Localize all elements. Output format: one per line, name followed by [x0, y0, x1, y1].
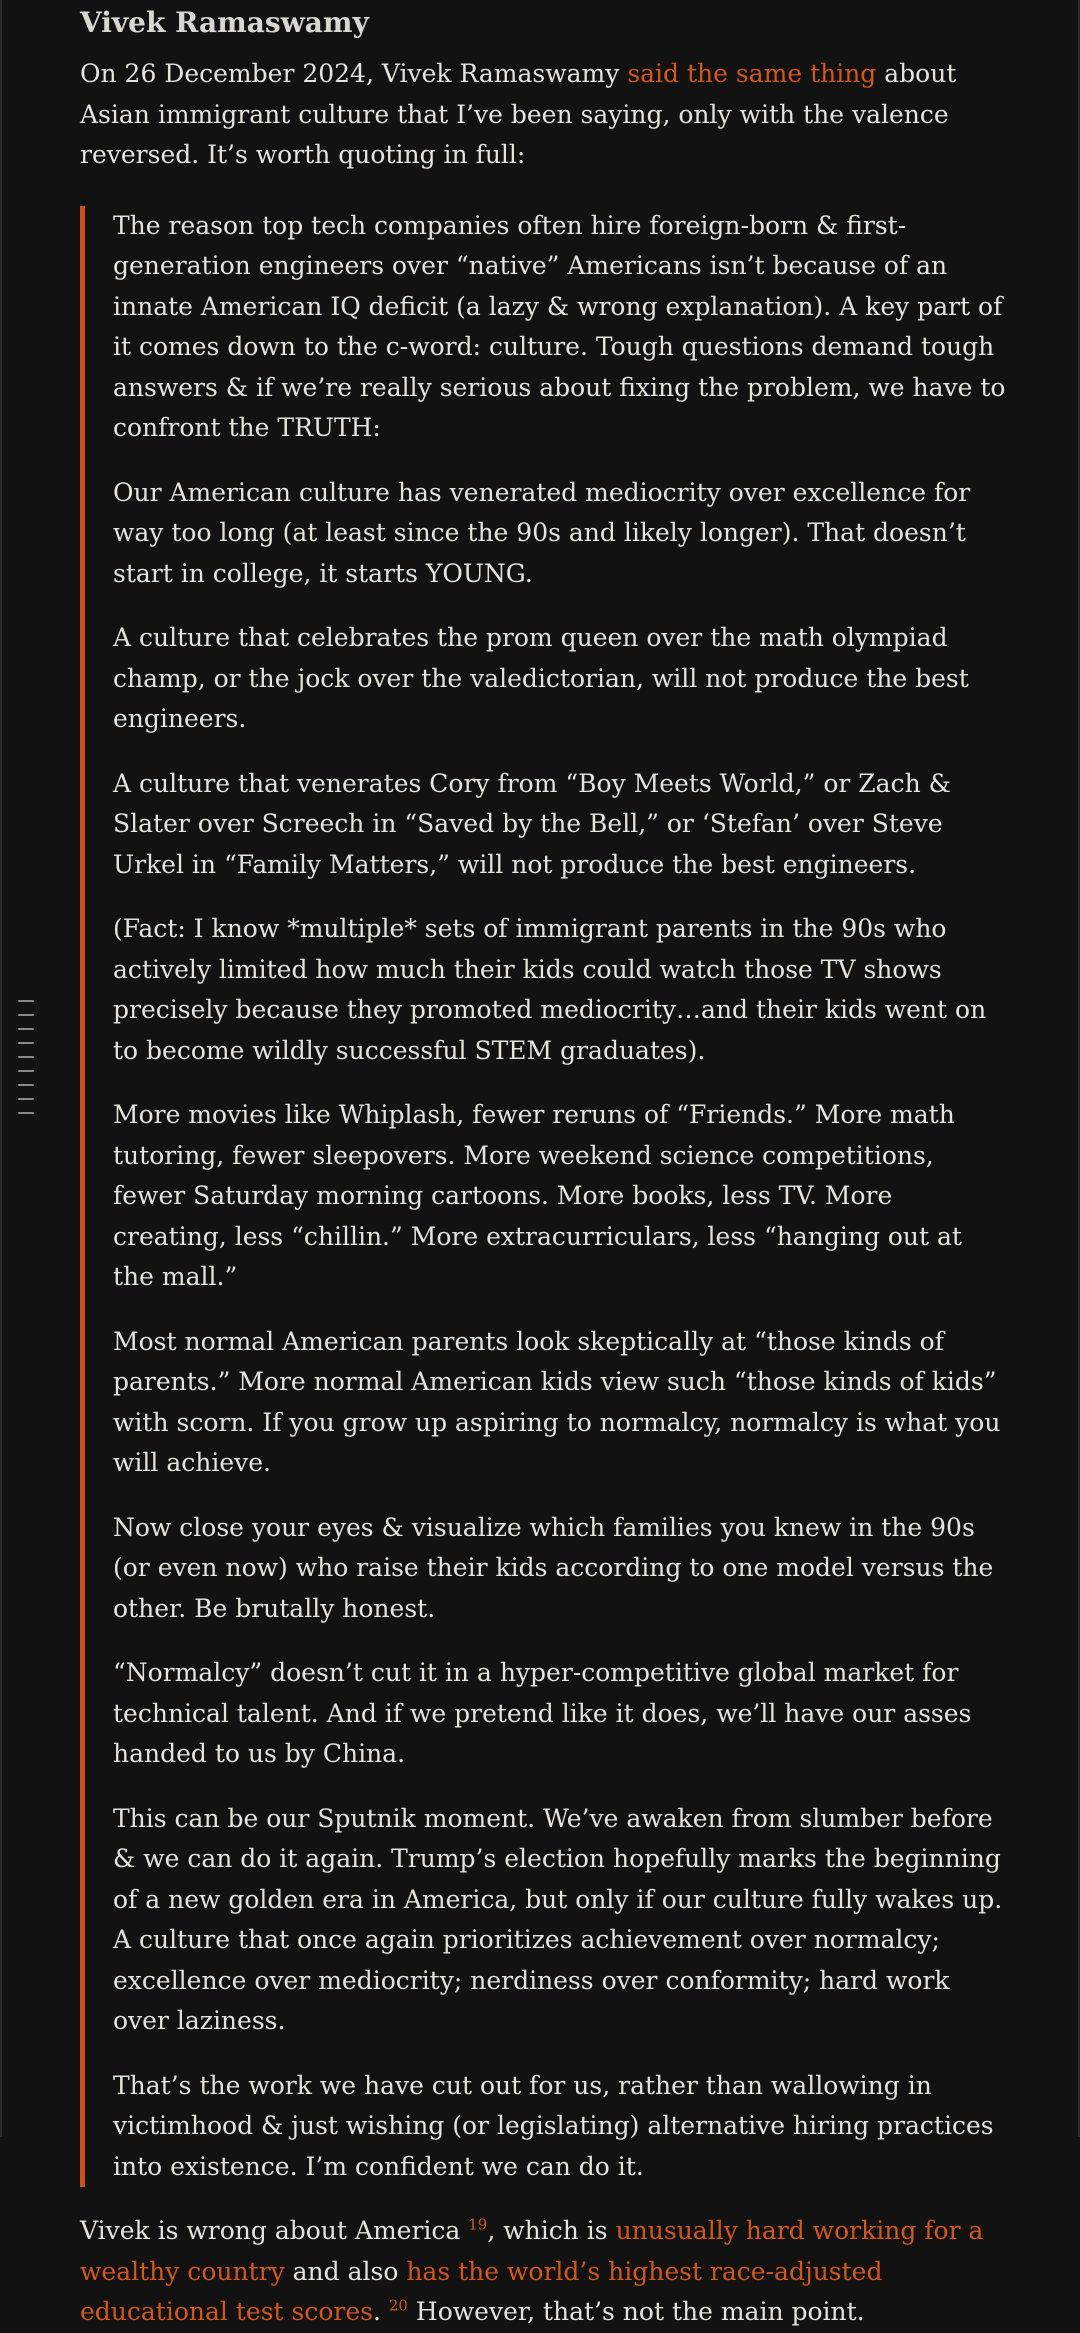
toc-tick[interactable] — [18, 1112, 34, 1114]
toc-tick[interactable] — [18, 1028, 34, 1030]
said-the-same-thing-link[interactable]: said the same thing — [627, 59, 877, 88]
outro-paragraph — [80, 2211, 1010, 2333]
table-of-contents-indicator[interactable] — [18, 1000, 36, 1126]
section-heading: Vivek Ramaswamy — [80, 6, 369, 39]
quote-paragraph: That’s the work we have cut out for us, rather than wallowing in victimhood & just wishing (or legislating) alternative hiring practices into existence. I’m confident we can do it. — [113, 2070, 994, 2181]
footnote-ref-20[interactable]: 20 — [388, 2296, 408, 2315]
quote-paragraph: “Normalcy” doesn’t cut it in a hyper-competitive global market for technical talent. And if we pretend like it does, we’ll have our asses handed to us by China. — [113, 1658, 972, 1768]
hard-working-link[interactable]: unusually hard working for a wealthy country — [80, 2216, 984, 2286]
intro-text-before: On 26 December 2024, Vivek Ramaswamy — [80, 59, 628, 88]
page-left-border — [0, 0, 2, 2137]
quote-paragraph: A culture that celebrates the prom queen over the math olympiad champ, or the jock over the valedictorian, will not produce the best engineers. — [113, 623, 969, 733]
toc-tick[interactable] — [18, 1084, 34, 1086]
quote-paragraph: Most normal American parents look skeptically at “those kinds of parents.” More normal American kids view such “those kinds of kids” with scorn. If you grow up aspiring to normalcy, normalcy is what you will achieve. — [113, 1326, 1001, 1477]
blockquote — [80, 206, 1010, 2188]
test-scores-link[interactable]: has the world’s highest race-adjusted educational test scores — [80, 2256, 883, 2326]
quote-paragraph: (Fact: I know *multiple* sets of immigrant parents in the 90s who actively limited how much their kids could watch those TV shows precisely because they promoted mediocrity…and their kids went on to become wildly successful STEM graduates). — [113, 914, 987, 1065]
quote-paragraph: Now close your eyes & visualize which families you knew in the 90s (or even now) who raise their kids according to one model versus the other. Be brutally honest. — [113, 1512, 994, 1623]
quote-paragraph: Our American culture has venerated mediocrity over excellence for way too long (at least since the 90s and likely longer). That doesn’t start in college, it starts YOUNG. — [113, 477, 971, 588]
toc-tick[interactable] — [18, 1070, 34, 1072]
intro-paragraph — [80, 54, 1010, 176]
quote-paragraph: A culture that venerates Cory from “Boy Meets World,” or Zach & Slater over Screech in “Saved by the Bell,” or ‘Stefan’ over Steve Urkel in “Family Matters,” will not produce the best engineers. — [113, 768, 951, 879]
footnote-ref-19[interactable]: 19 — [468, 2215, 488, 2234]
toc-tick[interactable] — [18, 1098, 34, 1100]
outro-text: Vivek is wrong about America — [80, 2216, 469, 2245]
toc-tick[interactable] — [18, 1042, 34, 1044]
outro-text: However, that’s not the main point. — [407, 2297, 865, 2326]
outro-text: , which is — [487, 2216, 616, 2245]
outro-text: and also — [284, 2256, 407, 2286]
quote-paragraph: More movies like Whiplash, fewer reruns of “Friends.” More math tutoring, fewer sleepovers. More weekend science competitions, fewer Saturday morning cartoons. More books, less TV. More creating, less “chillin.” More extracurriculars, less “hanging out at the mall.” — [113, 1100, 962, 1291]
quote-paragraph: The reason top tech companies often hire foreign-born & first-generation engineers over “native” Americans isn’t because of an innate American IQ deficit (a lazy & wrong explanation). A key part of it comes down to the c-word: culture. Tough questions demand tough answers & if we’re really serious about fixing the problem, we have to confront the TRUTH: — [113, 210, 1006, 442]
intro-text-after: about Asian immigrant culture that I’ve been saying, only with the valence reversed. It’s worth quoting in full: — [80, 59, 957, 169]
toc-tick[interactable] — [18, 1014, 34, 1016]
quote-paragraph: This can be our Sputnik moment. We’ve awaken from slumber before & we can do it again. Trump’s election hopefully marks the beginning of a new golden era in America, but only if our culture fully wakes up. A culture that once again prioritizes achievement over normalcy; excellence over mediocrity; nerdiness over conformity; hard work over laziness. — [113, 1803, 1003, 2035]
article-body — [80, 0, 1010, 2333]
outro-text: . — [372, 2297, 389, 2326]
toc-tick[interactable] — [18, 1000, 34, 1002]
toc-tick[interactable] — [18, 1056, 34, 1058]
